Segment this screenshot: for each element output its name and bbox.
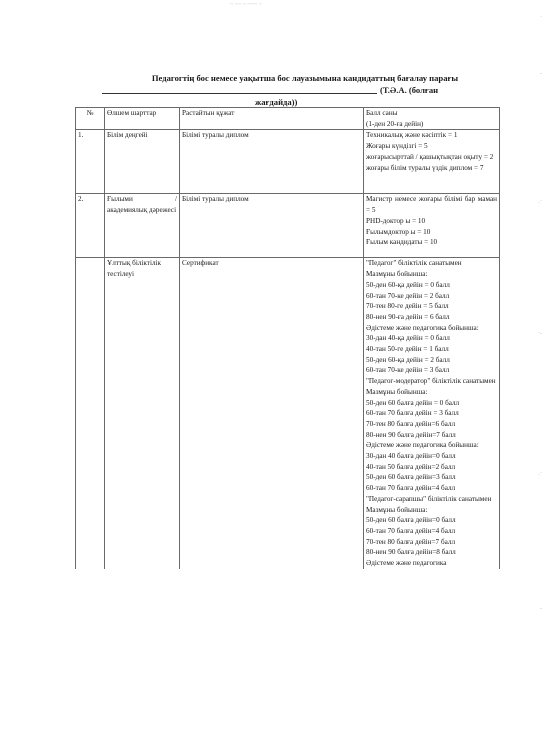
row-document: Білімі туралы диплом <box>180 130 364 194</box>
form-title <box>100 72 500 108</box>
score-line: Ғылымдоктор ы = 10 <box>366 227 431 236</box>
score-line: 60-тан 70-ке дейін = 3 балл <box>366 366 450 375</box>
score-line: 70-тен 80 балға дейін=6 балл <box>366 419 456 428</box>
score-line: 70-тен 80 балға дейін=7 балл <box>366 537 456 546</box>
margin-mark: - <box>539 605 542 612</box>
score-line: "Педагог-сарапшы" біліктілік санатымен <box>366 494 492 503</box>
top-scribble-decoration: ~ ~~ ~ ~~~ ~ <box>230 2 262 8</box>
row-document: Білімі туралы диплом <box>180 194 364 258</box>
score-line: 30-дан 40-қа дейін = 0 балл <box>366 334 450 343</box>
score-line: 40-тан 50 балға дейін=2 балл <box>366 462 456 471</box>
header-score-line1: Балл саны <box>366 109 398 117</box>
score-line: 40-тан 50-ге дейін = 1 балл <box>366 345 449 354</box>
row-criteria: Білім деңгейі <box>105 130 180 194</box>
title-fullname-label: (Т.Ә.А. (болған <box>380 85 439 95</box>
score-line: Мазмұны бойынша: <box>366 505 428 514</box>
row-scores <box>364 258 500 569</box>
score-line: 60-тан 70 балға дейін=4 балл <box>366 526 456 535</box>
header-no: № <box>76 108 105 130</box>
score-line: 50-ден 60-қа дейін = 2 балл <box>366 355 450 364</box>
score-line: "Педагог-модератор" біліктілік санатымен <box>366 377 496 386</box>
score-line: Магистр немесе жоғары білімі бар маман = 5 <box>366 195 497 215</box>
score-line: 50-ден 60 балға дейін = 0 балл <box>366 398 460 407</box>
score-line: жоғарысырттай / қашықтықтан оқыту = 2 <box>366 152 494 161</box>
score-line: 50-ден 60-қа дейін = 0 балл <box>366 280 450 289</box>
score-line: 60-тан 70-ке дейін = 2 балл <box>366 291 450 300</box>
score-line: 80-нен 90 балға дейін=8 балл <box>366 548 456 557</box>
title-line-1: Педагогтің бос немесе уақытша бос лауазымына кандидаттың бағалау парағы <box>151 73 459 83</box>
score-line: 60-тан 70 балға дейін=4 балл <box>366 484 456 493</box>
criteria-part: Ғылыми <box>107 195 133 204</box>
score-line: 80-нен 90-ға дейін = 6 балл <box>366 312 450 321</box>
score-line: 30-дан 40 балға дейін=0 балл <box>366 452 456 461</box>
row-number: 2. <box>76 194 105 258</box>
header-criteria: Өлшем шарттар <box>105 108 180 130</box>
criteria-line <box>107 194 177 205</box>
header-score <box>364 108 500 130</box>
table-row <box>76 258 500 569</box>
header-document: Растайтын құжат <box>180 108 364 130</box>
score-line: Техникалық және кәсіптік = 1 <box>366 131 458 140</box>
row-criteria: Ұлттық біліктілік тестілеуі <box>105 258 180 569</box>
margin-mark: · <box>540 14 542 21</box>
row-number <box>76 258 105 569</box>
name-blank-underline <box>102 93 377 94</box>
score-line: PHD-доктор ы = 10 <box>366 216 426 225</box>
score-line: Әдістеме және педагогика <box>366 559 447 568</box>
table-row <box>76 194 500 258</box>
title-line-2 <box>100 84 500 96</box>
score-line: Жоғары күндізгі = 5 <box>366 142 428 151</box>
title-line-3: жағдайда)) <box>255 97 298 107</box>
row-scores <box>364 194 500 258</box>
table-header-row <box>76 108 500 130</box>
score-line: 80-нен 90 балға дейін=7 балл <box>366 430 456 439</box>
margin-mark: ·- <box>537 330 542 337</box>
row-number: 1. <box>76 130 105 194</box>
score-line: 70-тен 80-ге дейін = 5 балл <box>366 302 449 311</box>
row-scores <box>364 130 500 194</box>
row-document: Сертификат <box>180 258 364 569</box>
margin-mark: .· <box>538 470 542 477</box>
score-line: 50-ден 60 балға дейін=3 балл <box>366 473 456 482</box>
score-line: 60-тан 70 балға дейін = 3 балл <box>366 409 459 418</box>
row-criteria <box>105 194 180 258</box>
table-row <box>76 130 500 194</box>
score-line: 50-ден 60 балға дейін=0 балл <box>366 516 456 525</box>
margin-mark: - <box>539 70 542 77</box>
score-line: Әдістеме және педагогика бойынша: <box>366 441 479 450</box>
criteria-part: академиялық дәрежесі <box>107 206 177 215</box>
header-score-line2: (1-ден 20-ға дейін) <box>366 119 424 128</box>
criteria-slash: / <box>175 195 177 204</box>
margin-mark: .· <box>538 198 542 205</box>
score-line: жоғары білім туралы үздік диплом = 7 <box>366 163 484 172</box>
assessment-table <box>75 107 500 569</box>
score-line: "Педагог" біліктілік санатымен <box>366 259 462 268</box>
score-line: Мазмұны бойынша: <box>366 387 428 396</box>
score-line: Ғылым кандидаты = 10 <box>366 238 438 247</box>
score-line: Мазмұны бойынша: <box>366 270 428 279</box>
score-line: Әдістеме және педагогика бойынша: <box>366 323 479 332</box>
